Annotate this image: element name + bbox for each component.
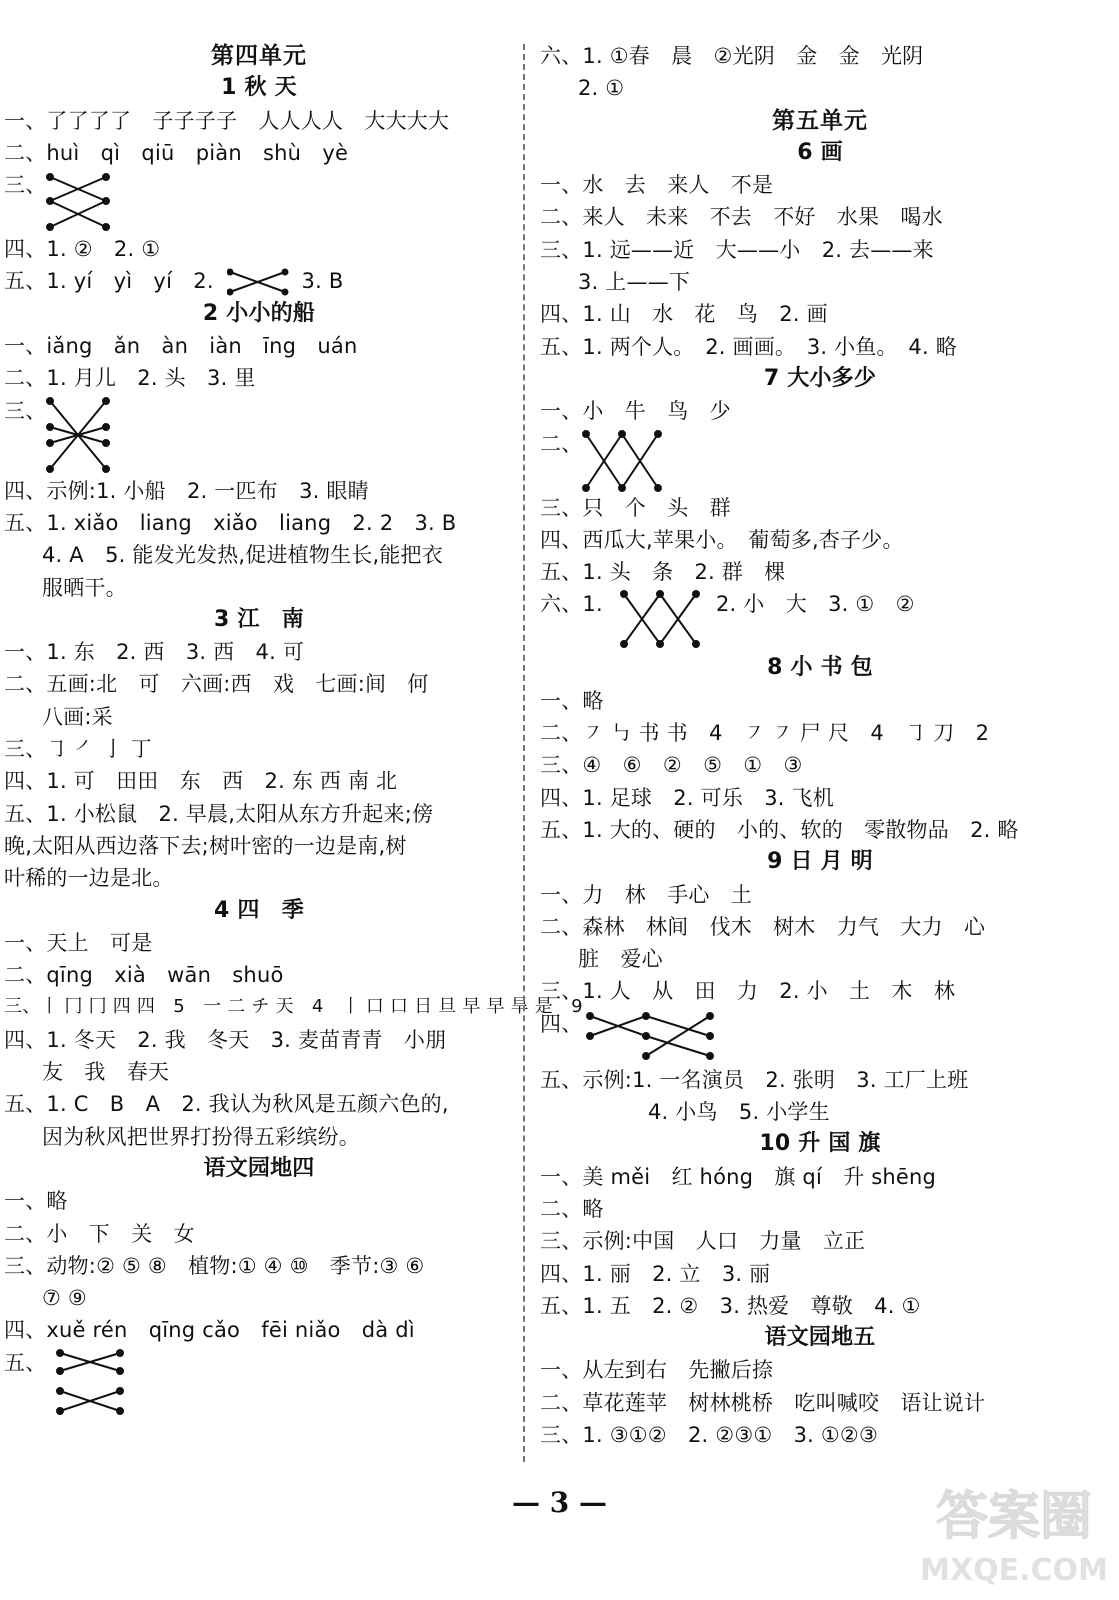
answer-line: 一、小 牛 鸟 少 [540, 399, 731, 424]
answer-line: 因为秋风把世界打扮得五彩缤纷。 [42, 1124, 360, 1149]
answer-line: 五、1. 大的、硬的 小的、软的 零散物品 2. 略 [540, 817, 1019, 842]
lesson-9-title: 9 日 月 明 [767, 849, 873, 875]
answer-label: 五、 [4, 1350, 47, 1375]
answer-line: 4. A 5. 能发光发热,促进植物生长,能把衣 [42, 543, 443, 568]
answer-line: 4. 小鸟 5. 小学生 [648, 1100, 830, 1125]
matching-lines-diagram [582, 430, 662, 492]
matching-lines-diagram [46, 171, 112, 235]
unit-four-title: 第四单元 [211, 43, 307, 69]
answer-line: 二、来人 未来 不去 不好 水果 喝水 [540, 205, 943, 230]
lesson-6-title: 6 画 [797, 139, 843, 165]
matching-lines-diagram [227, 267, 289, 297]
matching-answer [540, 588, 1100, 652]
answer-line: 四、示例:1. 小船 2. 一匹布 3. 眼睛 [4, 478, 369, 503]
answer-line: 二、huì qì qiū piàn shù yè [4, 140, 349, 165]
answer-line: 三、1. ③①② 2. ②③① 3. ①②③ [540, 1422, 878, 1447]
answer-line: 一、略 [540, 688, 604, 713]
matching-answer [4, 1347, 514, 1417]
lesson-8-title: 8 小 书 包 [767, 655, 873, 681]
answer-line: 三、1. 远——近 大——小 2. 去——来 [540, 237, 934, 262]
matching-lines-diagram [586, 1010, 716, 1062]
answer-line: 五、1. 小松鼠 2. 早晨,太阳从东方升起来;傍 [4, 801, 434, 826]
lesson-1-title: 1 秋 天 [221, 75, 297, 101]
answer-line: 晚,太阳从西边落下去;树叶密的一边是南,树 [4, 833, 407, 858]
lesson-4-title: 4 四 季 [214, 897, 304, 923]
matching-lines-diagram [620, 590, 700, 650]
answer-line: 三、丨 冂 冂 四 四 5 一 二 チ 天 4 丨 口 口 日 旦 早 早 旱 是 9 [4, 996, 583, 1018]
answer-line: 五、1. C B A 2. 我认为秋风是五颜六色的, [4, 1092, 449, 1117]
answer-label: 六、1. [540, 592, 603, 617]
answer-label: 三、 [4, 398, 47, 423]
answer-line: 四、1. 山 水 花 鸟 2. 画 [540, 302, 828, 327]
answer-line: 八画:采 [42, 704, 113, 729]
answer-line: 友 我 春天 [42, 1060, 170, 1085]
answer-line: 五、1. 五 2. ② 3. 热爱 尊敬 4. ① [540, 1293, 921, 1318]
answer-label: 3. B [301, 269, 344, 294]
answer-label: 四、 [540, 1011, 583, 1036]
lesson-10-title: 10 升 国 旗 [759, 1131, 881, 1157]
garden-five-title: 语文园地五 [764, 1325, 876, 1351]
answer-line: 五、1. 两个人。 2. 画画。 3. 小鱼。 4. 略 [540, 334, 957, 359]
answer-line: 一、从左到右 先撇后捺 [540, 1358, 774, 1383]
answer-line: 二、小 下 关 女 [4, 1221, 195, 1246]
lesson-3-title: 3 江 南 [214, 606, 304, 632]
answer-line: 三、1. 人 从 田 力 2. 小 土 木 林 [540, 979, 956, 1004]
answer-line: 三、④ ⑥ ② ⑤ ① ③ [540, 753, 803, 778]
answer-line: 三、动物:② ⑤ ⑧ 植物:① ④ ⑩ 季节:③ ⑥ [4, 1253, 425, 1278]
answer-line: 四、1. ② 2. ① [4, 237, 161, 262]
answer-line: 二、草花莲苹 树林桃桥 吃叫喊咬 语让说计 [540, 1390, 986, 1415]
garden-four-title: 语文园地四 [203, 1155, 315, 1181]
answer-line: 四、xuě rén qīng cǎo fēi niǎo dà dì [4, 1318, 415, 1343]
lesson-7-title: 7 大小多少 [763, 365, 877, 391]
answer-line: 一、1. 东 2. 西 3. 西 4. 可 [4, 640, 305, 665]
star-matching-diagram [46, 397, 112, 475]
answer-line: 三、㇆ ㇒ 亅 丁 [4, 737, 152, 762]
answer-line: 二、1. 月儿 2. 头 3. 里 [4, 366, 256, 391]
answer-line: 五、1. xiǎo liang xiǎo liang 2. 2 3. B [4, 510, 457, 535]
answer-line: 三、只 个 头 群 [540, 495, 731, 520]
watermark-logo [919, 1472, 1109, 1592]
answer-line: 一、力 林 手心 土 [540, 882, 752, 907]
answer-label: 2. 小 大 3. ① ② [716, 592, 915, 617]
answer-line: 五、1. 头 条 2. 群 棵 [540, 560, 786, 585]
matching-answer [540, 428, 1100, 492]
lesson-2-title: 2 小小的船 [202, 300, 316, 326]
answer-line: 四、1. 足球 2. 可乐 3. 飞机 [540, 785, 834, 810]
answer-line: 一、iǎng ǎn àn iàn īng uán [4, 334, 358, 359]
answer-line: 叶稀的一边是北。 [4, 866, 174, 891]
answer-line: 五、示例:1. 一名演员 2. 张明 3. 工厂上班 [540, 1067, 969, 1092]
answer-line: 服晒干。 [42, 575, 127, 600]
answer-line: 六、1. ①春 晨 ②光阴 金 金 光阴 [540, 44, 924, 68]
matching-answer [4, 395, 514, 475]
answer-line: 三、示例:中国 人口 力量 立正 [540, 1229, 866, 1254]
answer-label: 二、 [540, 431, 583, 456]
answer-line: 二、㇇ ㇉ 书 书 4 ㇇ ㇇ 尸 尺 4 ㇆ 刀 2 [540, 721, 990, 746]
answer-line: 3. 上——下 [578, 270, 691, 295]
answer-line: 四、西瓜大,苹果小。 葡萄多,杏子少。 [540, 527, 904, 552]
unit-five-title: 第五单元 [772, 107, 868, 134]
answer-line: 四、1. 丽 2. 立 3. 丽 [540, 1261, 771, 1286]
answer-line: 二、qīng xià wān shuō [4, 963, 284, 988]
answer-line: 2. ① [578, 76, 625, 101]
watermark-text: 答案圈 [935, 1487, 1093, 1547]
answer-line: 四、1. 可 田田 东 西 2. 东 西 南 北 [4, 769, 398, 794]
matching-lines-diagram [56, 1349, 126, 1419]
answer-line: 一、略 [4, 1189, 68, 1214]
answer-line: 二、森林 林间 伐木 树木 力气 大力 心 [540, 914, 986, 939]
column-divider [523, 44, 525, 1462]
matching-answer [4, 169, 514, 233]
answer-line: 二、五画:北 可 六画:西 戏 七画:间 何 [4, 672, 429, 697]
matching-answer [540, 1008, 1100, 1064]
answer-line: ⑦ ⑨ [42, 1286, 87, 1311]
right-column [540, 40, 1100, 1451]
page-number: — 3 — [512, 1486, 607, 1519]
answer-line: 脏 爱心 [578, 947, 663, 972]
answer-line: 二、略 [540, 1196, 604, 1221]
answer-line: 四、1. 冬天 2. 我 冬天 3. 麦苗青青 小朋 [4, 1027, 447, 1052]
answer-line: 一、了了了了 子子子子 人人人人 大大大大 [4, 108, 450, 133]
watermark-url: MXQE.COM [920, 1553, 1108, 1588]
answer-label: 五、1. yí yì yí 2. [4, 269, 214, 294]
answer-label: 三、 [4, 173, 47, 198]
answer-line: 一、美 měi 红 hóng 旗 qí 升 shēng [540, 1164, 937, 1189]
answer-line: 一、水 去 来人 不是 [540, 173, 774, 198]
answer-line [4, 265, 514, 297]
answer-line: 一、天上 可是 [4, 930, 153, 955]
